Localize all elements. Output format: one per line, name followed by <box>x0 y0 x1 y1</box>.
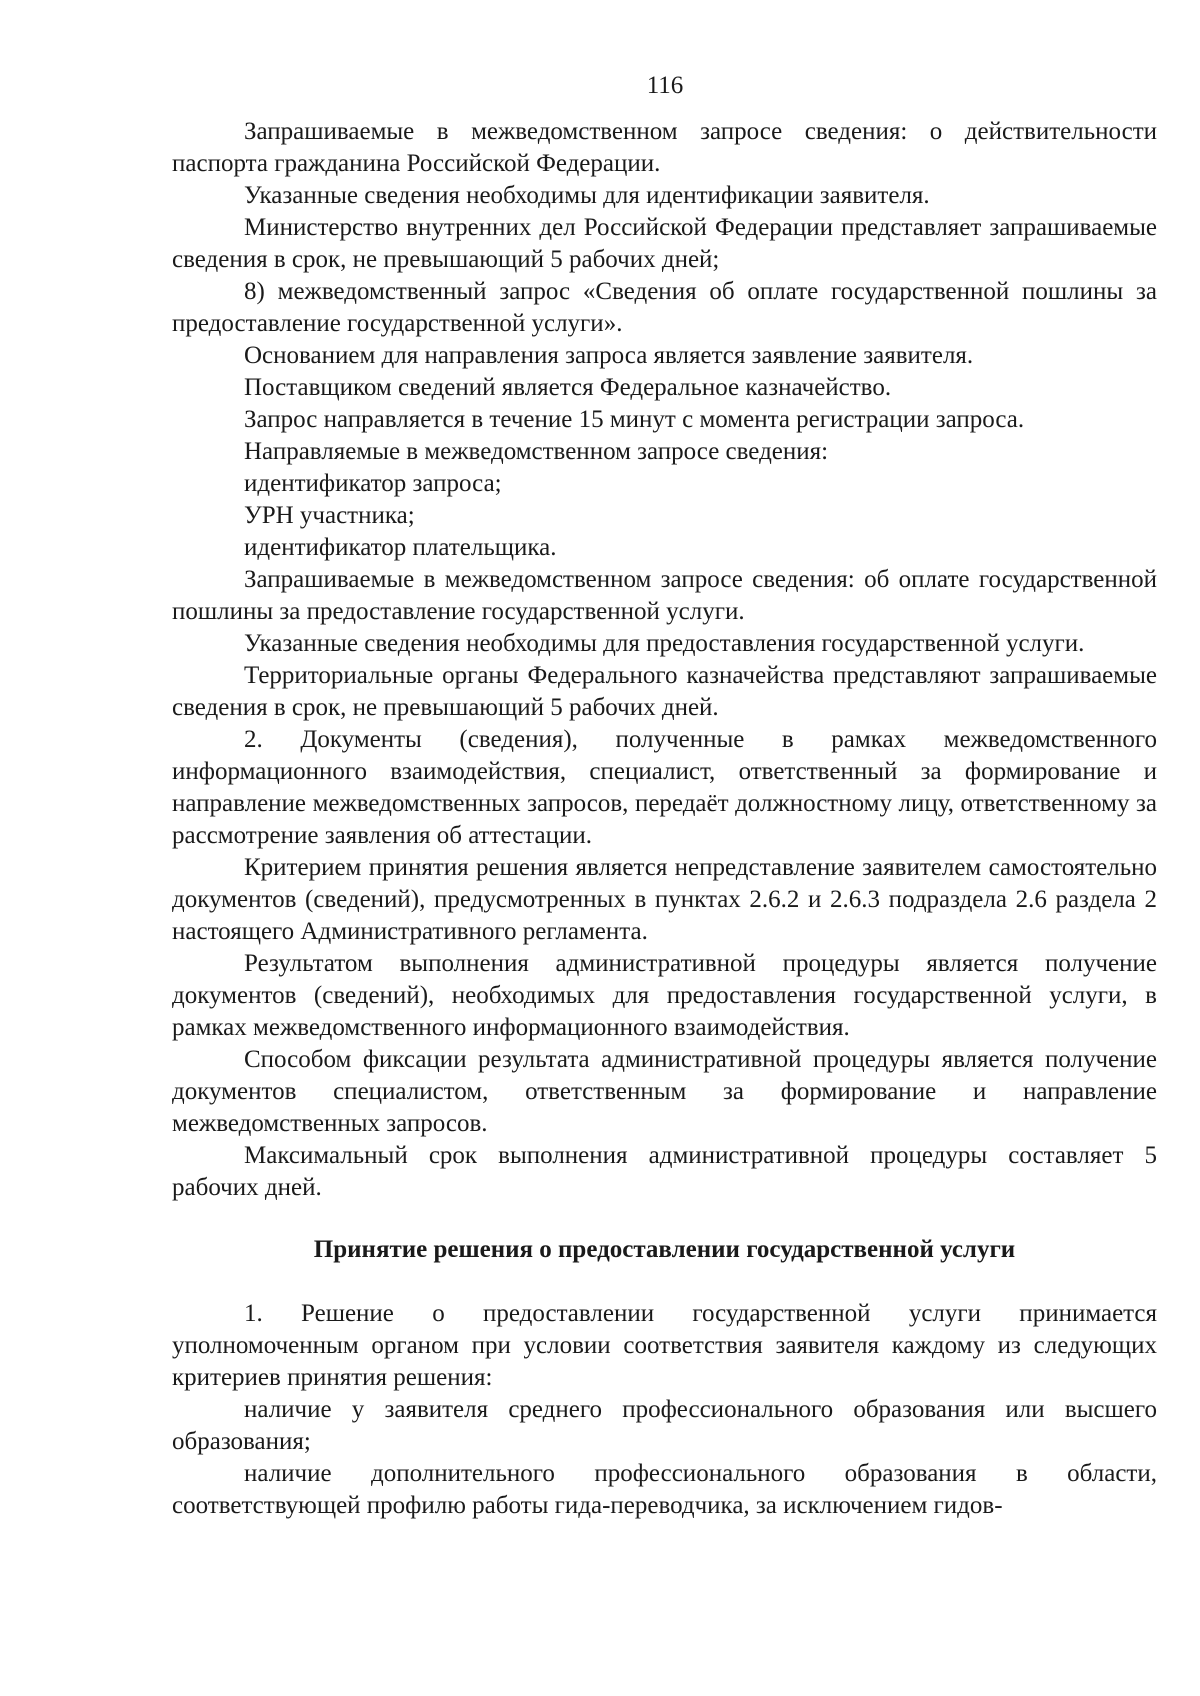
document-body <box>172 116 1157 1522</box>
paragraph: 2. Документы (сведения), полученные в рамках межведомственного информационного взаимодействия, специалист, ответственный за формирование и направление межведомственных запросов, передаёт должностному лицу, ответственному за рассмотрение заявления об аттестации. <box>172 726 1157 849</box>
paragraph: идентификатор запроса; <box>244 470 502 497</box>
paragraph: 8) межведомственный запрос «Сведения об оплате государственной пошлины за предоставление государственной услуги». <box>172 278 1157 337</box>
paragraph: Запрос направляется в течение 15 минут с момента регистрации запроса. <box>244 406 1025 433</box>
paragraph: УРН участника; <box>244 502 415 529</box>
paragraph: Указанные сведения необходимы для идентификации заявителя. <box>244 182 930 209</box>
paragraph: Основанием для направления запроса является заявление заявителя. <box>244 342 974 369</box>
paragraph: Запрашиваемые в межведомственном запросе сведения: об оплате государственной пошлины за предоставление государственной услуги. <box>172 566 1157 625</box>
paragraph: Результатом выполнения административной процедуры является получение документов (сведений), необходимых для предоставления государственной услуги, в рамках межведомственного информационного взаимодействия. <box>172 950 1157 1041</box>
paragraph: идентификатор плательщика. <box>244 534 557 561</box>
paragraph: Запрашиваемые в межведомственном запросе сведения: о действительности паспорта гражданина Российской Федерации. <box>172 118 1157 177</box>
paragraph: Министерство внутренних дел Российской Федерации представляет запрашиваемые сведения в срок, не превышающий 5 рабочих дней; <box>172 214 1157 273</box>
paragraph: Направляемые в межведомственном запросе сведения: <box>244 438 829 465</box>
paragraph: Поставщиком сведений является Федеральное казначейство. <box>244 374 892 401</box>
paragraph: наличие у заявителя среднего профессионального образования или высшего образования; <box>172 1396 1157 1455</box>
paragraph: Способом фиксации результата административной процедуры является получение документов специалистом, ответственным за формирование и направление межведомственных запросов. <box>172 1046 1157 1137</box>
paragraph: Территориальные органы Федерального казначейства представляют запрашиваемые сведения в срок, не превышающий 5 рабочих дней. <box>172 662 1157 721</box>
paragraph: наличие дополнительного профессионального образования в области, соответствующей профилю работы гида-переводчика, за исключением гидов- <box>172 1460 1157 1519</box>
section-heading: Принятие решения о предоставлении государственной услуги <box>313 1236 1016 1263</box>
paragraph: 1. Решение о предоставлении государственной услуги принимается уполномоченным органом при условии соответствия заявителя каждому из следующих критериев принятия решения: <box>172 1300 1157 1391</box>
paragraph: Указанные сведения необходимы для предоставления государственной услуги. <box>244 630 1085 657</box>
paragraph: Критерием принятия решения является непредставление заявителем самостоятельно документов (сведений), предусмотренных в пунктах 2.6.2 и 2.6.3 подраздела 2.6 раздела 2 настоящего Административного регламента. <box>172 854 1157 945</box>
paragraph: Максимальный срок выполнения административной процедуры составляет 5 рабочих дней. <box>172 1142 1157 1201</box>
page-number: 116 <box>646 72 684 99</box>
